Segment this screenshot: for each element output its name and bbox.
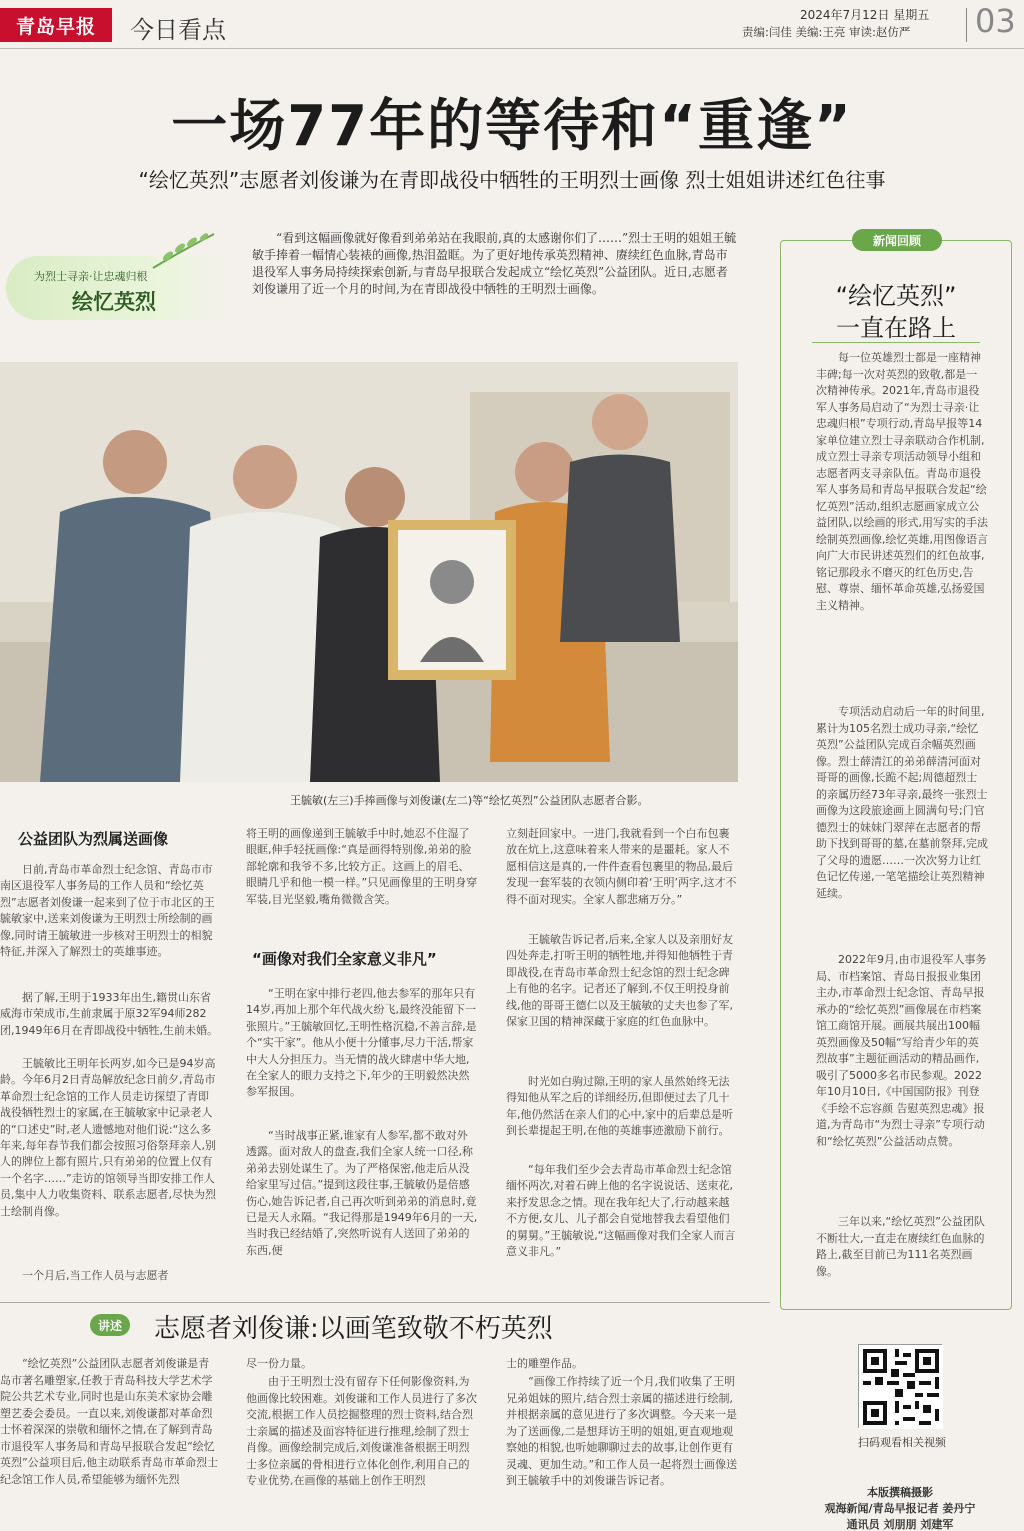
body-paragraph: 士的雕塑作品。 [506, 1357, 583, 1370]
photo-caption: 王毓敏(左三)手捧画像与刘俊谦(左二)等“绘忆英烈”公益团队志愿者合影。 [290, 794, 649, 807]
issue-date: 2024年7月12日 星期五 [800, 8, 930, 22]
sidebar-badge: 新闻回顾 [852, 229, 942, 251]
sidebar-paragraph: 专项活动启动后一年的时间里,累计为105名烈士成功寻亲,“绘忆英烈”公益团队完成百余幅英烈画像。烈士薛清江的弟弟薛清河面对哥哥的画像,长跪不起;周德超烈士的亲属历经73年寻亲,最终一张烈士画像为这段旅途画上圆满句号;门官德烈士的妹妹门翠萍在志愿者的帮助下找到哥哥的墓,在墓前祭拜,完成了父母的遗愿……一次次努力让红色记忆传递,一笔笔描绘让英烈精神延续。 [816, 705, 988, 900]
lead-paragraph: “看到这幅画像就好像看到弟弟站在我眼前,真的太感谢你们了……”烈士王明的姐姐王毓敏手捧着一幅情心装裱的画像,热泪盈眶。为了更好地传承英烈精神、赓续红色血脉,青岛市退役军人事务局持续探索创新,与青岛早报联合发起成立“绘忆英烈”公益团队。近日,志愿者刘俊谦用了近一个月的时间,为在青即战役中牺牲的王明烈士画像。 [252, 231, 737, 296]
qr-label: 扫码观看相关视频 [858, 1436, 946, 1449]
subheadline: “绘忆英烈”志愿者刘俊谦为在青即战役中牺牲的王明烈士画像 烈士姐姐讲述红色往事 [138, 168, 886, 192]
column-logo-tagline: 为烈士寻亲·让忠魂归根 [34, 270, 148, 283]
body-paragraph: “每年我们至少会去青岛市革命烈士纪念馆缅怀两次,对着石碑上他的名字说说话、送束花,来抒发思念之情。现在我年纪大了,行动越来越不方便,女儿、儿子都会自觉地替我去看望他们的舅舅。”王毓敏说,“这幅画像对我们全家人而言意义非凡。” [506, 1163, 736, 1259]
body-paragraph: “王明在家中排行老四,他去参军的那年只有14岁,再加上那个年代战火纷飞,最终没能留下一张照片。”王毓敏回忆,王明性格沉稳,不善言辞,是个“实干家”。他从小便十分懂事,尽力干活,帮家中大人分担压力。当无情的战火肆虐中华大地,在全家人的眼力支持之下,年少的王明毅然决然参军报国。 [246, 987, 477, 1099]
sidebar-title-line1: “绘忆英烈” [835, 282, 957, 310]
body-paragraph: 一个月后,当工作人员与志愿者 [22, 1269, 169, 1282]
body-paragraph: 日前,青岛市革命烈士纪念馆、青岛市市南区退役军人事务局的工作人员和“绘忆英烈”志愿者刘俊谦一起来到了位于市北区的王毓敏家中,送来刘俊谦为王明烈士所绘制的画像,同时请王毓敏进一步核对王明烈士的相貌特征,并深入了解烈士的英雄事迹。 [0, 863, 215, 959]
section-name: 今日看点 [130, 16, 226, 44]
body-paragraph: “绘忆英烈”公益团队志愿者刘俊谦是青岛市著名雕塑家,任教于青岛科技大学艺术学院公共艺术专业,同时也是山东美术家协会雕塑艺委会委员。一直以来,刘俊谦都对革命烈士怀着深深的崇敬和缅怀之情,在了解到青岛市退役军人事务局和青岛早报联合发起“绘忆英烈”公益项目后,他主动联系青岛市革命烈士纪念馆工作人员,希望能够为缅怀先烈 [0, 1357, 219, 1486]
page-number: 03 [975, 2, 1016, 40]
body-paragraph: 王毓敏比王明年长两岁,如今已是94岁高龄。今年6月2日青岛解放纪念日前夕,青岛市革命烈士纪念馆的工作人员走访探望了青即战役牺牲烈士的家属,在王毓敏家中记录老人的“口述史”时,老人遗憾地对他们说:“这么多年来,每年春节我们都会按照习俗祭拜亲人,别人的牌位上都有照片,只有弟弟的位置上仅有一个名字……”走访的馆领导当即安排工作人员,集中人力收集资料、联系志愿者,尽快为烈士绘制肖像。 [0, 1057, 216, 1218]
body-paragraph: 王毓敏告诉记者,后来,全家人以及亲朋好友四处奔走,打听王明的牺牲地,并得知他牺牲于青即战役,在青岛市革命烈士纪念馆的烈士纪念碑上有他的名字。记者还了解到,不仅王明投身前线,他的哥哥王德仁以及王毓敏的丈夫也参了军,保家卫国的精神深藏于家庭的红色血脉中。 [506, 933, 733, 1029]
header-rule [0, 48, 1024, 49]
body-paragraph: 将王明的画像递到王毓敏手中时,她忍不住湿了眼眶,伸手轻抚画像:“真是画得特别像,弟弟的脸部轮廓和我爷不多,比较方正。这画上的眉毛、眼睛几乎和他一模一样。”只见画像里的王明身穿军装,目光坚毅,嘴角微微含笑。 [246, 827, 478, 906]
credits-heading: 本版撰稿摄影 [867, 1486, 933, 1499]
sidebar-title-line2: 一直在路上 [836, 314, 956, 342]
bottom-section-rule [0, 1302, 770, 1303]
group-photo [0, 362, 738, 782]
body-paragraph: 据了解,王明于1933年出生,籍贯山东省威海市荣成市,生前隶属于原32军94师282团,1949年6月在青即战役中牺牲,生前未婚。 [0, 991, 218, 1037]
sidebar-paragraph: 三年以来,“绘忆英烈”公益团队不断壮大,一直走在赓续红色血脉的路上,截至目前已为111名英烈画像。 [816, 1215, 985, 1278]
leaf-decoration-icon [148, 230, 218, 270]
section-heading: 公益团队为烈属送画像 [18, 830, 169, 848]
section-heading: “画像对我们全家意义非凡” [252, 950, 437, 968]
qr-code[interactable] [858, 1344, 942, 1428]
sidebar-paragraph: 每一位英雄烈士都是一座精神丰碑;每一次对英烈的致敬,都是一次精神传承。2021年,青岛市退役军人事务局启动了“为烈士寻亲·让忠魂归根”专项行动,青岛早报等14家单位建立烈士寻亲联动合作机制,成立烈士寻亲专项活动领导小组和志愿者两支寻亲队伍。青岛市退役军人事务局和青岛早报联合发起“绘忆英烈”活动,组织志愿画家成立公益团队,以绘画的形式,用写实的手法绘制英烈画像,绘忆英雄,用图像语言向广大市民讲述英烈们的红色故事,铭记那段永不磨灭的红色历史,告慰、尊崇、缅怀革命英雄,弘扬爱国主义精神。 [816, 351, 988, 612]
talk-badge: 讲述 [90, 1314, 130, 1336]
body-paragraph: 时光如白驹过隙,王明的家人虽然始终无法得知他从军之后的详细经历,但即便过去了几十年,他仍然活在亲人们的心中,家中的后辈总是听到长辈提起王明,在他的英雄事迹激励下前行。 [506, 1075, 733, 1138]
body-paragraph: 由于王明烈士没有留存下任何影像资料,为他画像比较困难。刘俊谦和工作人员进行了多次交流,根据工作人员挖掘整理的烈士资料,结合烈士亲属的描述及面容特征进行推理,绘制了烈士肖像。画像绘制完成后,刘俊谦准备根据王明烈士多位亲属的骨相进行立体化创作,利用自己的专业优势,在画像的基础上创作王明烈 [246, 1375, 477, 1487]
column-logo-title: 绘忆英烈 [72, 290, 156, 314]
credits-reporter: 观海新闻/青岛早报记者 姜丹宁 [824, 1502, 976, 1515]
body-paragraph: “画像工作持续了近一个月,我们收集了王明兄弟姐妹的照片,结合烈士亲属的描述进行绘制,并根据亲属的意见进行了多次调整。今天来一是为了送画像,二是想拜访王明的姐姐,更直观地观察她的相貌,也听她聊聊过去的故事,让创作更有灵魂、更加生动。”和工作人员一起将烈士画像送到王毓敏手中的刘俊谦告诉记者。 [506, 1375, 738, 1487]
masthead-logo: 青岛早报 [0, 8, 112, 42]
credits-correspondents: 通讯员 刘朋朋 刘建军 [846, 1518, 954, 1531]
editor-credits: 责编:闫佳 美编:王亮 审读:赵仿严 [742, 25, 911, 39]
body-paragraph: 立刻赶回家中。一进门,我就看到一个白布包裹放在炕上,这意味着来人带来的是噩耗。家人不愿相信这是真的,一件件查看包裹里的物品,最后发现一套军装的衣领内侧印着‘王明’两字,这才不得不面对现实。全家人都悲痛万分。” [506, 827, 737, 906]
bottom-section-title: 志愿者刘俊谦:以画笔致敬不朽英烈 [154, 1314, 553, 1344]
body-paragraph: 尽一份力量。 [246, 1357, 312, 1370]
body-paragraph: “当时战事正紧,谁家有人参军,都不敢对外透露。面对敌人的盘查,我们全家人统一口径,称弟弟去别处谋生了。为了严格保密,他走后从没给家里写过信。”提到这段往事,王毓敏仍是倍感伤心,她告诉记者,自己再次听到弟弟的消息时,竟已是天人永隔。“我记得那是1949年6月的一天,当时我已经结婚了,突然听说有人送回了弟弟的东西,便 [246, 1129, 478, 1257]
page-number-divider [966, 8, 967, 42]
headline: 一场77年的等待和“重逢” [171, 94, 853, 159]
sidebar-divider [812, 342, 980, 343]
sidebar-paragraph: 2022年9月,由市退役军人事务局、市档案馆、青岛日报报业集团主办,市革命烈士纪念馆、青岛早报承办的“绘忆英烈”画像展在市档案馆工商馆开展。画展共展出100幅英烈画像及50幅“写给青少年的英烈故事”主题征画活动的精品画作,吸引了5000多名市民参观。2022年10月10日,《中国国防报》刊登《手绘不忘容颜 告慰英烈忠魂》报道,为青岛市“为烈士寻亲”专项行动和“绘忆英烈”公益活动点赞。 [816, 953, 987, 1148]
